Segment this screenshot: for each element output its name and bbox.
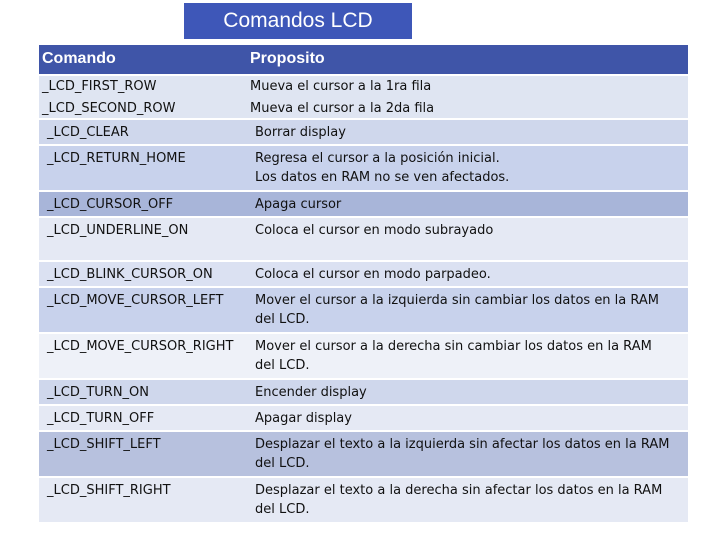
- command-cell: _LCD_TURN_OFF: [47, 411, 155, 426]
- description-cell: Desplazar el texto a la izquierda sin afectar los datos en la RAM del LCD.: [255, 437, 670, 471]
- table-row: [39, 378, 688, 404]
- command-cell: _LCD_SHIFT_LEFT: [47, 437, 161, 452]
- table-row: [39, 97, 688, 118]
- command-cell: _LCD_SHIFT_RIGHT: [47, 483, 171, 498]
- description-cell: Mueva el cursor a la 1ra fila: [250, 79, 432, 94]
- table-row: [39, 286, 688, 332]
- command-cell: _LCD_UNDERLINE_ON: [47, 223, 189, 238]
- description-cell: Mover el cursor a la derecha sin cambiar los datos en la RAM del LCD.: [255, 339, 652, 373]
- command-cell: _LCD_CURSOR_OFF: [47, 197, 174, 212]
- description-cell: Coloca el cursor en modo subrayado: [255, 223, 494, 238]
- description-cell: Apagar display: [255, 411, 352, 426]
- description-cell: Apaga cursor: [255, 197, 342, 212]
- command-cell: _LCD_FIRST_ROW: [42, 79, 157, 94]
- table-row: [39, 260, 688, 286]
- description-cell: Coloca el cursor en modo parpadeo.: [255, 267, 491, 282]
- description-cell: Mueva el cursor a la 2da fila: [250, 101, 435, 116]
- command-cell: _LCD_BLINK_CURSOR_ON: [47, 267, 213, 282]
- description-cell: Encender display: [255, 385, 367, 400]
- description-cell: Borrar display: [255, 125, 346, 140]
- table-row: [39, 144, 688, 190]
- description-cell: Regresa el cursor a la posición inicial. Los datos en RAM no se ven afectados.: [255, 151, 510, 185]
- table-row: [39, 332, 688, 378]
- description-cell: Mover el cursor a la izquierda sin cambiar los datos en la RAM del LCD.: [255, 293, 660, 327]
- header-comando: Comando: [42, 50, 116, 67]
- command-cell: _LCD_RETURN_HOME: [47, 151, 186, 166]
- table-header-row: [39, 45, 688, 74]
- table-row: [39, 404, 688, 430]
- table-row: [39, 74, 688, 97]
- command-cell: _LCD_SECOND_ROW: [42, 101, 176, 116]
- command-cell: _LCD_TURN_ON: [47, 385, 150, 400]
- table-row: [39, 190, 688, 216]
- command-cell: _LCD_MOVE_CURSOR_RIGHT: [47, 339, 234, 354]
- command-cell: _LCD_CLEAR: [47, 125, 129, 140]
- table-row: [39, 118, 688, 144]
- table-row: [39, 476, 688, 522]
- commands-table: [39, 45, 688, 522]
- header-proposito: Proposito: [250, 50, 325, 67]
- table-row: [39, 430, 688, 476]
- command-cell: _LCD_MOVE_CURSOR_LEFT: [47, 293, 224, 308]
- table-row: [39, 216, 688, 260]
- page-title: Comandos LCD: [184, 3, 412, 39]
- description-cell: Desplazar el texto a la derecha sin afectar los datos en la RAM del LCD.: [255, 483, 663, 517]
